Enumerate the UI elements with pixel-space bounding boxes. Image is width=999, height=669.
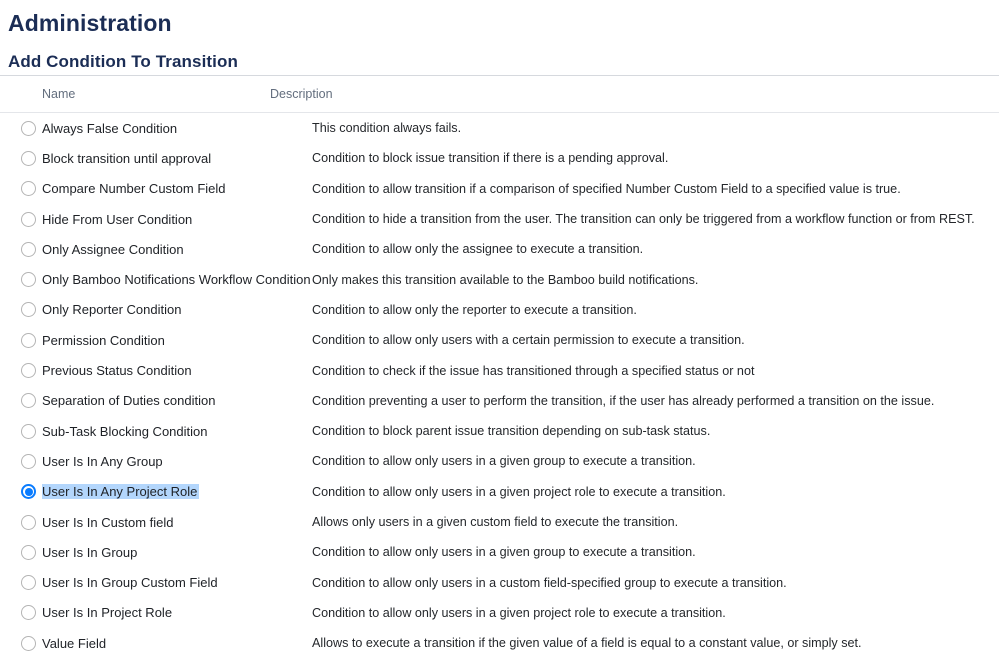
condition-name-cell[interactable] bbox=[42, 302, 312, 317]
radio-button[interactable] bbox=[21, 454, 36, 469]
condition-row[interactable] bbox=[0, 295, 999, 325]
radio-button[interactable] bbox=[21, 363, 36, 378]
radio-cell bbox=[0, 333, 42, 348]
radio-cell bbox=[0, 515, 42, 530]
condition-name: Permission Condition bbox=[42, 332, 165, 348]
condition-description: Condition preventing a user to perform the transition, if the user has already performed a transition on the issue. bbox=[312, 393, 935, 408]
radio-button[interactable] bbox=[21, 242, 36, 257]
condition-description: Condition to hide a transition from the user. The transition can only be triggered from a workflow function or from REST. bbox=[312, 212, 975, 227]
condition-name: User Is In Any Group bbox=[42, 453, 163, 469]
condition-row[interactable] bbox=[0, 477, 999, 507]
radio-cell bbox=[0, 272, 42, 287]
condition-name: Always False Condition bbox=[42, 120, 178, 136]
condition-name: User Is In Any Project Role bbox=[42, 484, 198, 500]
radio-cell bbox=[0, 636, 42, 651]
condition-description: Condition to allow only the assignee to execute a transition. bbox=[312, 242, 644, 257]
condition-name: Only Bamboo Notifications Workflow Condition bbox=[42, 272, 311, 288]
radio-cell bbox=[0, 393, 42, 408]
radio-button[interactable] bbox=[21, 515, 36, 530]
section-title: Add Condition To Transition bbox=[8, 52, 238, 71]
condition-name-cell[interactable] bbox=[42, 393, 312, 408]
condition-name-cell[interactable] bbox=[42, 636, 312, 651]
condition-description: Condition to block parent issue transition depending on sub-task status. bbox=[312, 424, 711, 439]
radio-button[interactable] bbox=[21, 575, 36, 590]
condition-name: Block transition until approval bbox=[42, 150, 212, 166]
section-header bbox=[0, 52, 999, 76]
condition-description: Condition to check if the issue has transitioned through a specified status or not bbox=[312, 363, 755, 378]
condition-name: Hide From User Condition bbox=[42, 211, 193, 227]
condition-name-cell[interactable] bbox=[42, 363, 312, 378]
condition-name-cell[interactable] bbox=[42, 333, 312, 348]
condition-name: Sub-Task Blocking Condition bbox=[42, 423, 208, 439]
condition-row[interactable] bbox=[0, 598, 999, 628]
radio-cell bbox=[0, 302, 42, 317]
condition-description: Condition to allow only users with a certain permission to execute a transition. bbox=[312, 333, 745, 348]
radio-cell bbox=[0, 545, 42, 560]
condition-row[interactable] bbox=[0, 143, 999, 173]
condition-row[interactable] bbox=[0, 264, 999, 294]
table-header-row bbox=[0, 76, 999, 113]
radio-cell bbox=[0, 151, 42, 166]
radio-button[interactable] bbox=[21, 181, 36, 196]
condition-row[interactable] bbox=[0, 446, 999, 476]
condition-description: Only makes this transition available to the Bamboo build notifications. bbox=[312, 272, 699, 287]
condition-description: Allows to execute a transition if the given value of a field is equal to a constant value, or simply set. bbox=[312, 636, 862, 651]
radio-button[interactable] bbox=[21, 424, 36, 439]
radio-cell bbox=[0, 605, 42, 620]
condition-name: Value Field bbox=[42, 635, 107, 651]
condition-name-cell[interactable] bbox=[42, 272, 312, 287]
radio-button[interactable] bbox=[21, 272, 36, 287]
condition-row[interactable] bbox=[0, 537, 999, 567]
radio-cell bbox=[0, 242, 42, 257]
condition-row[interactable] bbox=[0, 507, 999, 537]
condition-table-body bbox=[0, 113, 999, 658]
condition-name-cell[interactable] bbox=[42, 242, 312, 257]
condition-name: User Is In Group bbox=[42, 544, 138, 560]
condition-name: User Is In Project Role bbox=[42, 605, 173, 621]
radio-button[interactable] bbox=[21, 121, 36, 136]
condition-row[interactable] bbox=[0, 174, 999, 204]
condition-description: Condition to allow only users in a given group to execute a transition. bbox=[312, 454, 696, 469]
condition-name-cell[interactable] bbox=[42, 454, 312, 469]
radio-cell bbox=[0, 121, 42, 136]
condition-name-cell[interactable] bbox=[42, 151, 312, 166]
condition-row[interactable] bbox=[0, 628, 999, 658]
radio-cell bbox=[0, 363, 42, 378]
radio-button[interactable] bbox=[21, 333, 36, 348]
radio-cell bbox=[0, 484, 42, 499]
condition-row[interactable] bbox=[0, 234, 999, 264]
condition-row[interactable] bbox=[0, 355, 999, 385]
condition-name-cell[interactable] bbox=[42, 515, 312, 530]
condition-name: Previous Status Condition bbox=[42, 363, 192, 379]
condition-description: Allows only users in a given custom field to execute the transition. bbox=[312, 515, 679, 529]
radio-button[interactable] bbox=[21, 636, 36, 651]
condition-name-cell[interactable] bbox=[42, 121, 312, 136]
condition-name-cell[interactable] bbox=[42, 484, 312, 499]
condition-row[interactable] bbox=[0, 416, 999, 446]
radio-button[interactable] bbox=[21, 212, 36, 227]
condition-description: Condition to allow only users in a given project role to execute a transition. bbox=[312, 605, 726, 620]
radio-button[interactable] bbox=[21, 151, 36, 166]
radio-cell bbox=[0, 212, 42, 227]
condition-name: User Is In Custom field bbox=[42, 514, 174, 530]
condition-name-cell[interactable] bbox=[42, 212, 312, 227]
radio-button[interactable] bbox=[21, 393, 36, 408]
radio-cell bbox=[0, 424, 42, 439]
condition-description: Condition to allow transition if a comparison of specified Number Custom Field to a specified value is true. bbox=[312, 181, 901, 196]
condition-description: Condition to allow only users in a custom field-specified group to execute a transition. bbox=[312, 575, 787, 590]
condition-description: Condition to allow only users in a given group to execute a transition. bbox=[312, 545, 696, 560]
condition-description: Condition to allow only users in a given project role to execute a transition. bbox=[312, 484, 726, 499]
condition-name: Only Assignee Condition bbox=[42, 241, 184, 257]
page-title: Administration bbox=[8, 10, 172, 36]
condition-name-cell[interactable] bbox=[42, 605, 312, 620]
condition-name: Only Reporter Condition bbox=[42, 302, 182, 318]
radio-button[interactable] bbox=[21, 605, 36, 620]
radio-button[interactable] bbox=[21, 302, 36, 317]
condition-row[interactable] bbox=[0, 204, 999, 234]
condition-description: This condition always fails. bbox=[312, 121, 462, 136]
radio-cell bbox=[0, 575, 42, 590]
condition-row[interactable] bbox=[0, 325, 999, 355]
condition-row[interactable] bbox=[0, 113, 999, 143]
condition-name-cell[interactable] bbox=[42, 424, 312, 439]
condition-row[interactable] bbox=[0, 567, 999, 597]
radio-cell bbox=[0, 454, 42, 469]
condition-name-cell[interactable] bbox=[42, 575, 312, 590]
condition-description: Condition to allow only the reporter to execute a transition. bbox=[312, 302, 637, 317]
radio-button[interactable] bbox=[21, 484, 36, 499]
radio-button[interactable] bbox=[21, 545, 36, 560]
radio-cell bbox=[0, 181, 42, 196]
condition-name: Compare Number Custom Field bbox=[42, 181, 226, 197]
column-header-name: Name bbox=[42, 87, 76, 101]
condition-name: User Is In Group Custom Field bbox=[42, 575, 218, 591]
condition-row[interactable] bbox=[0, 386, 999, 416]
column-header-description: Description bbox=[270, 87, 333, 101]
condition-name: Separation of Duties condition bbox=[42, 393, 216, 409]
condition-name-cell[interactable] bbox=[42, 545, 312, 560]
condition-name-cell[interactable] bbox=[42, 181, 312, 196]
condition-description: Condition to block issue transition if there is a pending approval. bbox=[312, 151, 669, 166]
